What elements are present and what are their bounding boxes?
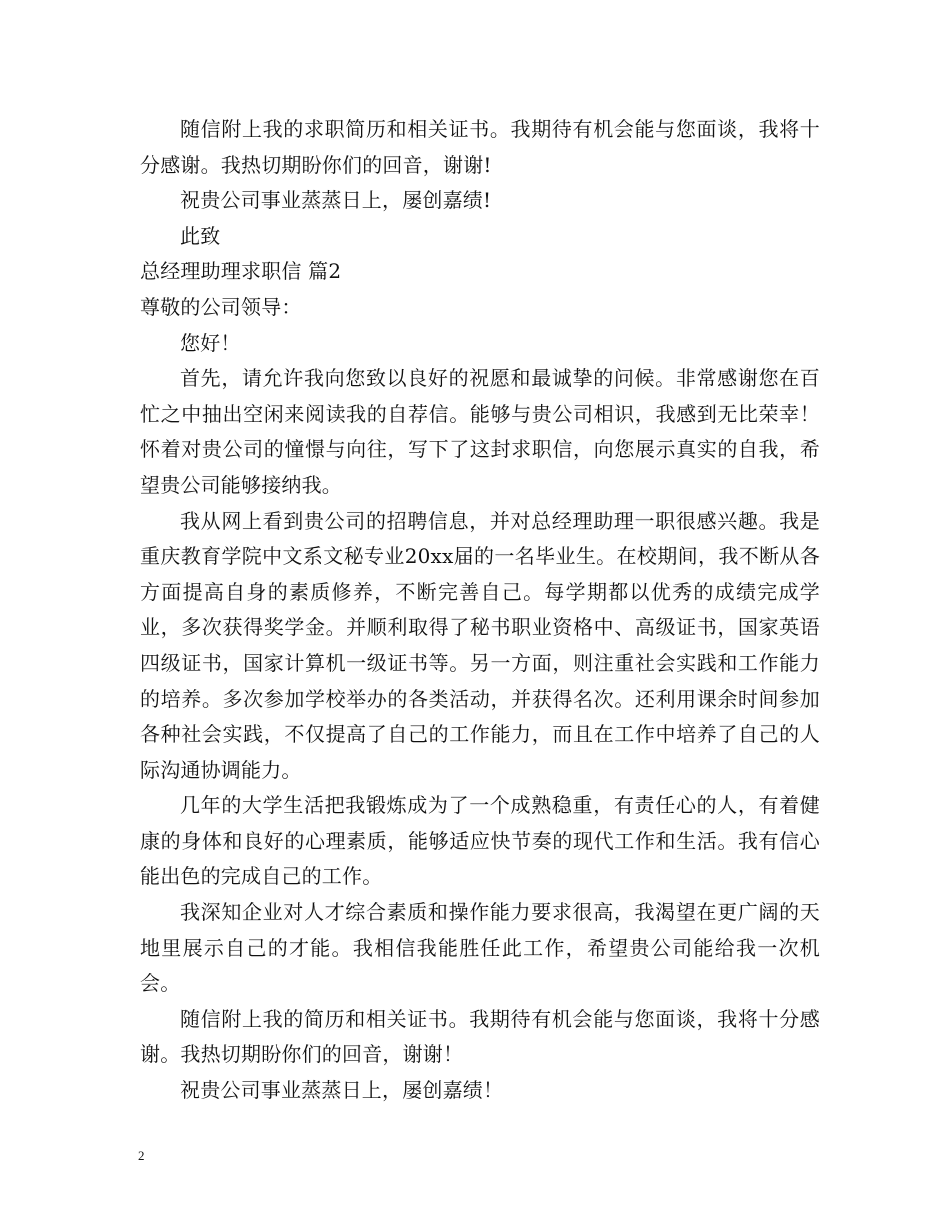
recipient-salutation: 尊敬的公司领导：: [140, 294, 302, 319]
section-heading: 总经理助理求职信 篇2: [140, 259, 342, 284]
closing-wish-2: 祝贵公司事业蒸蒸日上，屡创嘉绩！: [180, 1078, 504, 1103]
greeting: 您好！: [180, 330, 241, 355]
document-body: [140, 112, 820, 1109]
salutation-closing: 此致: [180, 223, 221, 248]
intro-paragraph: 首先，请允许我向您致以良好的祝愿和最诚挚的问候。非常感谢您在百忙之中抽出空闲来阅读我的自荐信。能够与贵公司相识，我感到无比荣幸！怀着对贵公司的憧憬与向往，写下了这封求职信，向您展示真实的自我，希望贵公司能够接纳我。: [140, 366, 820, 497]
closing-wish-1: 祝贵公司事业蒸蒸日上，屡创嘉绩!: [180, 188, 492, 213]
closing-paragraph-1: 随信附上我的求职简历和相关证书。我期待有机会能与您面谈，我将十分感谢。我热切期盼你们的回音，谢谢!: [140, 117, 820, 177]
aspiration-paragraph: 我深知企业对人才综合素质和操作能力要求很高，我渴望在更广阔的天地里展示自己的才能。我相信我能胜任此工作，希望贵公司能给我一次机会。: [140, 900, 820, 996]
personality-paragraph: 几年的大学生活把我锻炼成为了一个成熟稳重，有责任心的人，有着健康的身体和良好的心理素质，能够适应快节奏的现代工作和生活。我有信心能出色的完成自己的工作。: [140, 793, 820, 889]
page-number: 2: [138, 1148, 145, 1163]
background-paragraph: 我从网上看到贵公司的招聘信息，并对总经理助理一职很感兴趣。我是重庆教育学院中文系文秘专业20xx届的一名毕业生。在校期间，我不断从各方面提高自身的素质修养，不断完善自己。每学期都以优秀的成绩完成学业，多次获得奖学金。并顺利取得了秘书职业资格中、高级证书，国家英语四级证书，国家计算机一级证书等。另一方面，则注重社会实践和工作能力的培养。多次参加学校举办的各类活动，并获得名次。还利用课余时间参加各种社会实践，不仅提高了自己的工作能力，而且在工作中培养了自己的人际沟通协调能力。: [140, 508, 820, 782]
closing-paragraph-2: 随信附上我的简历和相关证书。我期待有机会能与您面谈，我将十分感谢。我热切期盼你们的回音，谢谢！: [140, 1006, 820, 1067]
